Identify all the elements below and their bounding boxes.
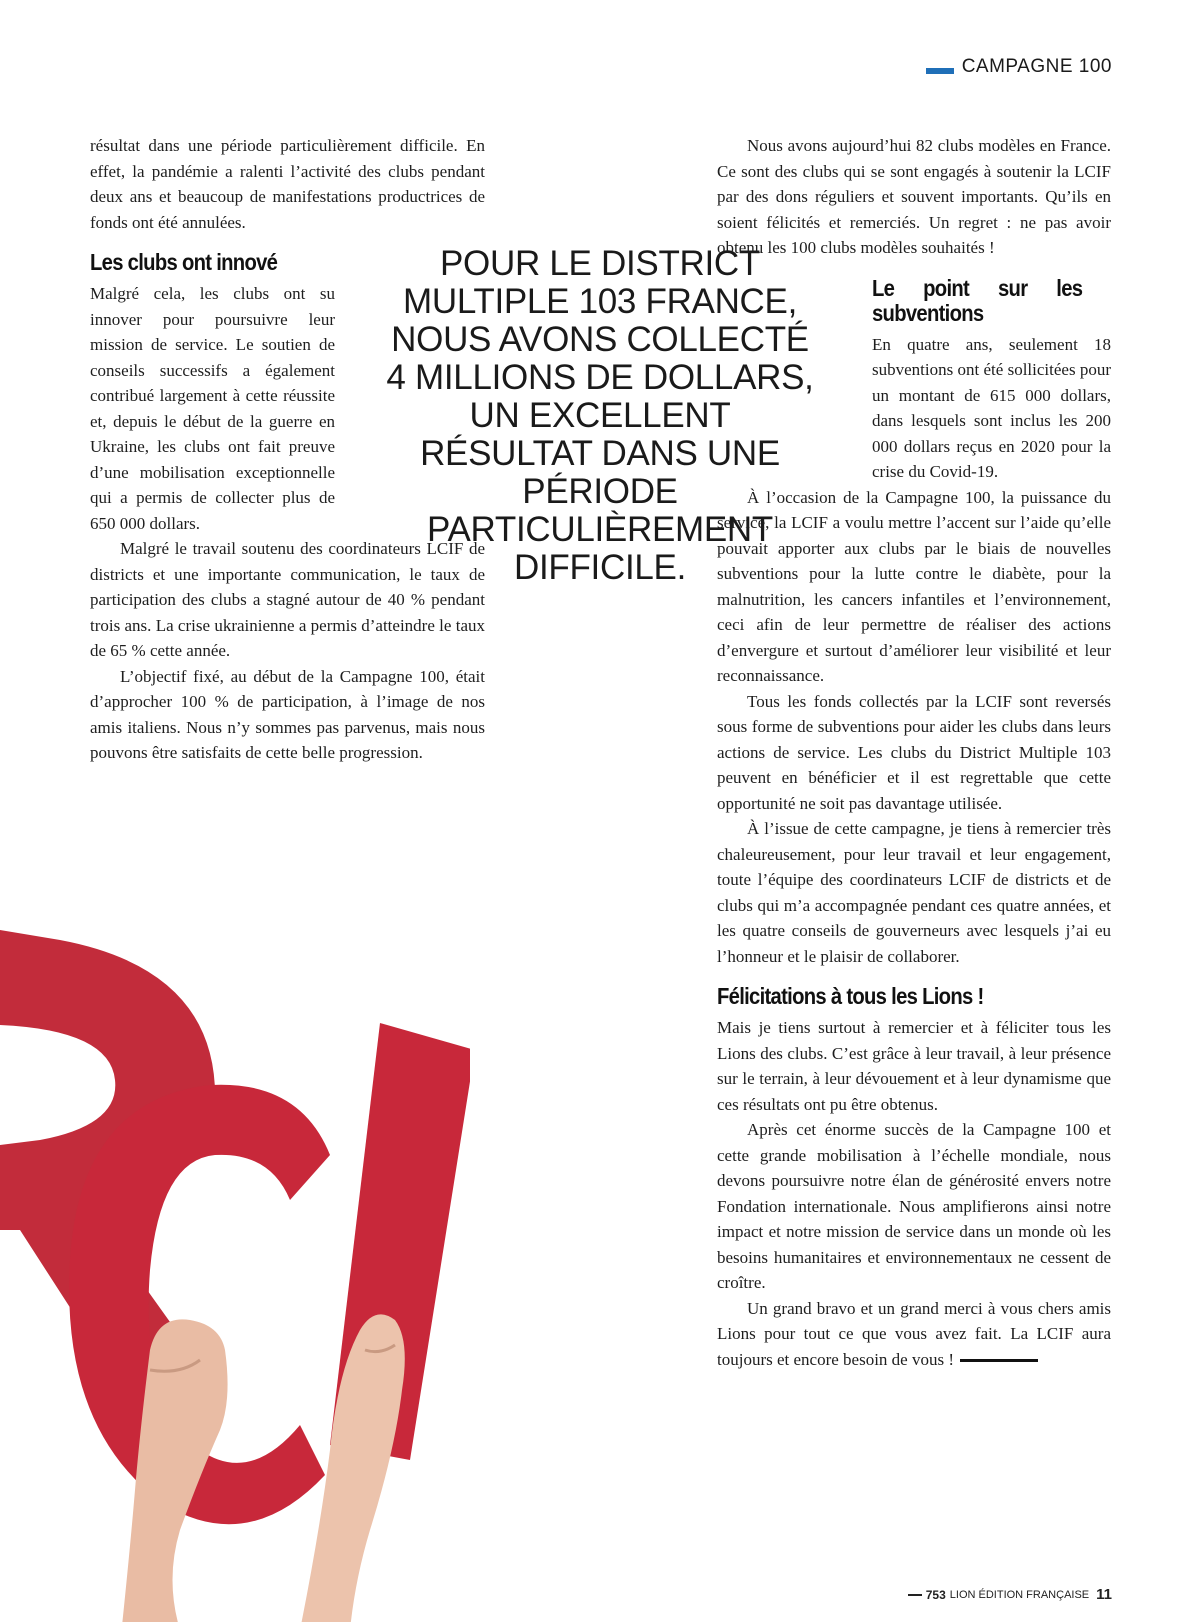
section-header [926, 56, 1112, 78]
paragraph: Après cet énorme succès de la Campagne 100 et cette grande mobilisation à l’échelle mondiale, nous devons poursuivre notre élan de générosité envers notre Fondation internationale. Nous amplifierons ainsi notre impact et notre mission de service dans un monde où les besoins humanitaires et environnementaux ne cessent de croître. [717, 1120, 1111, 1292]
right-narrow-block [872, 276, 1111, 485]
section-accent-bar [926, 68, 954, 74]
paragraph: Tous les fonds collectés par la LCIF sont reversés sous forme de subventions pour aider les clubs dans leurs actions de service. Les clubs du District Multiple 103 peuvent en bénéficier et il est regrettable que cette opportunité ne soit pas davantage utilisée. [717, 691, 1111, 813]
paragraph: À l’occasion de la Campagne 100, la puissance du service, la LCIF a voulu mettre l’accent sur l’aide qu’elle pouvait apporter aux clubs par le biais de nouvelles subventions pour la lutte contre le diabète, pour la malnutrition, les cancers infantiles et l’environnement, ceci afin de leur permettre de réaliser des actions d’envergure et surtout d’améliorer leur visibilité et leur reconnaissance. [717, 487, 1111, 685]
pull-quote: POUR LE DISTRICT MULTIPLE 103 FRANCE, NOUS AVONS COLLECTÉ 4 MILLIONS DE DOLLARS, UN EXCELLENT RÉSULTAT DANS UNE PÉRIODE PARTICULIÈREMENT DIFFICILE. [386, 244, 814, 587]
red-letters-photo [0, 930, 470, 1622]
page-number: 11 [1096, 1586, 1112, 1603]
magazine-name: LION ÉDITION FRANÇAISE [949, 1588, 1090, 1601]
paragraph: Malgré le travail soutenu des coordinateurs LCIF de districts et une importante communication, le taux de participation des clubs a stagné autour de 40 % pendant trois ans. La crise ukrainienne a permis d’atteindre le taux de 65 % cette année. [90, 539, 485, 660]
end-mark [960, 1359, 1038, 1362]
subheading-point-subventions: Le point sur les subventions [872, 274, 1083, 326]
page-footer [908, 1586, 1112, 1603]
subheading-clubs-innove: Les clubs ont innové [90, 249, 278, 275]
paragraph: À l’issue de cette campagne, je tiens à remercier très chaleureusement, pour leur travail et leur engagement, toute l’équipe des coordinateurs LCIF de districts et de clubs qui m’a accompagnée pendant ces quatre années, et les quatre conseils de gouverneurs avec lesquels j’ai eu l’honneur et le plaisir de collaborer. [717, 819, 1111, 966]
paragraph: L’objectif fixé, au début de la Campagne 100, était d’approcher 100 % de participation, à l’image de nos amis italiens. Nous n’y sommes pas parvenus, mais nous pouvons être satisfaits de cette belle progression. [90, 666, 485, 762]
paragraph: Malgré cela, les clubs ont su innover pour poursuivre leur mission de service. Le soutien de conseils successifs a également contribué largement à cette réussite et, depuis le début de la guerre en Ukraine, les clubs ont fait preuve d’une mobilisation exceptionnelle qui a permis de collecter plus de 650 000 dollars. [90, 284, 335, 533]
paragraph: résultat dans une période particulièrement difficile. En effet, la pandémie a ralenti l’activité des clubs pendant deux ans et beaucoup de manifestations productrices de fonds ont été annulées. [90, 136, 485, 232]
right-column [717, 133, 1111, 1372]
subheading-felicitations: Félicitations à tous les Lions ! [717, 983, 984, 1009]
paragraph [717, 1296, 1111, 1373]
paragraph: Nous avons aujourd’hui 82 clubs modèles en France. Ce sont des clubs qui se sont engagés à soutenir la LCIF par des dons réguliers et souvent importants. Qu’ils en soient félicités et remerciés. Un regret : ne pas avoir obtenu les 100 clubs modèles souhaités ! [717, 136, 1111, 257]
section-title: CAMPAGNE 100 [961, 56, 1112, 77]
issue-number: 753 [925, 1587, 946, 1602]
footer-dash [908, 1594, 922, 1596]
closing-text: Un grand bravo et un grand merci à vous chers amis Lions pour tout ce que vous avez fait. La LCIF aura toujours et encore besoin de vous ! [717, 1298, 1111, 1369]
paragraph: En quatre ans, seulement 18 subventions ont été sollicitées pour un montant de 615 000 dollars, dans lesquels sont inclus les 200 000 dollars reçus en 2020 pour la crise du Covid-19. [872, 334, 1111, 481]
paragraph: Mais je tiens surtout à remercier et à féliciter tous les Lions des clubs. C’est grâce à leur travail, à leur présence sur le terrain, à leur dévouement et à leur dynamisme que ces résultats ont pu être obtenus. [717, 1018, 1111, 1114]
